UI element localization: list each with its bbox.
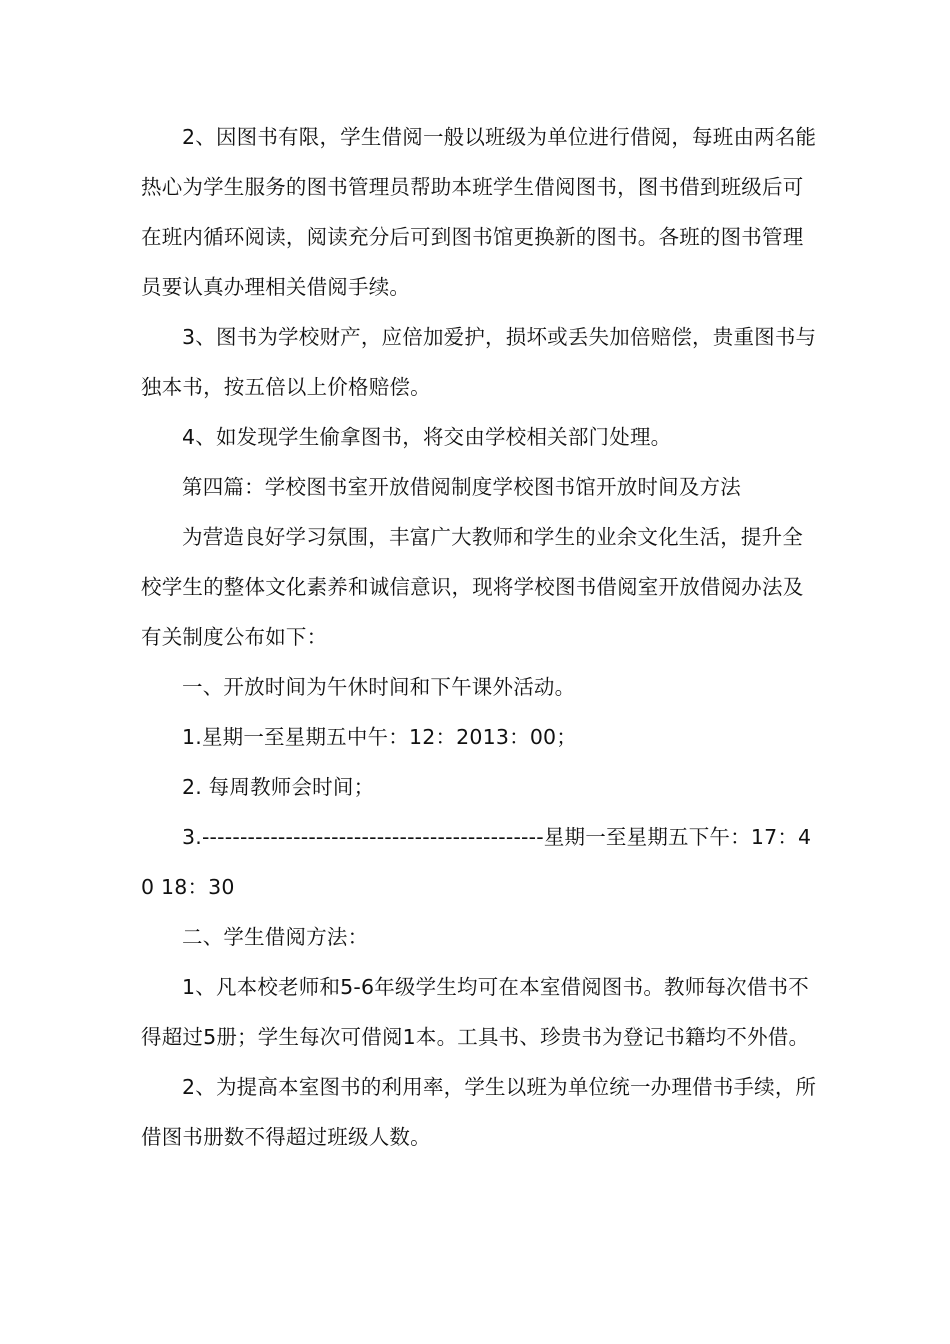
section-heading: 第四篇：学校图书室开放借阅制度学校图书馆开放时间及方法 [182,475,741,499]
paragraph-borrowing-item-1: 1、凡本校老师和5-6年级学生均可在本室借阅图书。教师每次借书不得超过5册；学生每次可借阅1本。工具书、珍贵书为登记书籍均不外借。 [141,975,810,1049]
paragraph-rule-4: 4、如发现学生偷拿图书，将交由学校相关部门处理。 [182,425,672,449]
paragraph-rule-3: 3、图书为学校财产，应倍加爱护，损坏或丢失加倍赔偿，贵重图书与独本书，按五倍以上价格赔偿。 [141,325,817,399]
paragraph-hours-item-3: 3.---------------------------------------------星期一至星期五下午：17：40 18：30 [141,825,812,899]
paragraph-intro: 为营造良好学习氛围，丰富广大教师和学生的业余文化生活，提升全校学生的整体文化素养和诚信意识，现将学校图书借阅室开放借阅办法及有关制度公布如下： [141,525,804,649]
paragraph-borrowing-heading: 二、学生借阅方法： [182,925,369,949]
document-body [141,112,817,1162]
paragraph-opening-hours-heading: 一、开放时间为午休时间和下午课外活动。 [182,675,576,699]
paragraph-hours-item-2: 2. 每周教师会时间； [182,775,375,799]
paragraph-borrowing-item-2: 2、为提高本室图书的利用率，学生以班为单位统一办理借书手续，所借图书册数不得超过班级人数。 [141,1075,817,1149]
paragraph-rule-2: 2、因图书有限，学生借阅一般以班级为单位进行借阅，每班由两名能热心为学生服务的图书管理员帮助本班学生借阅图书，图书借到班级后可在班内循环阅读，阅读充分后可到图书馆更换新的图书。各班的图书管理员要认真办理相关借阅手续。 [141,125,817,299]
paragraph-hours-item-1: 1.星期一至星期五中午：12：2013：00； [182,725,577,749]
